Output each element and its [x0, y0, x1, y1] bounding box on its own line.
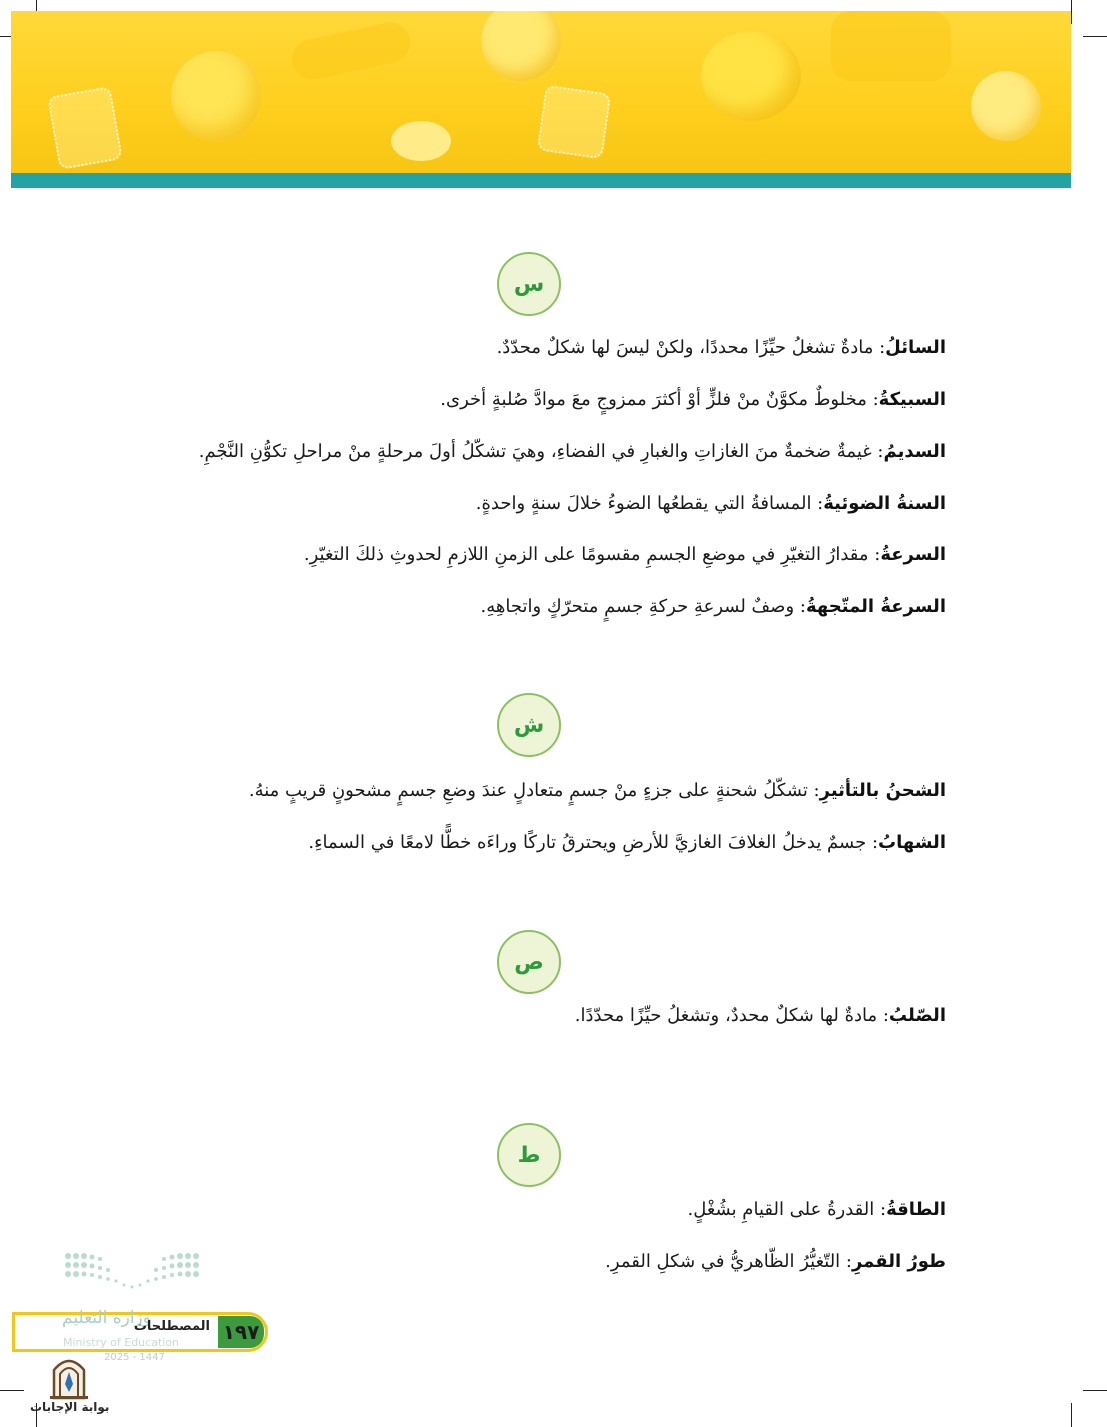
decor-blob: [481, 11, 561, 81]
footer-section-label: المصطلحات: [133, 1319, 210, 1334]
glossary-definition: : مقدارُ التغيّرِ في موضعِ الجسمِ مقسومًا على الزمنِ اللازمِ لحدوثِ ذلكَ التغيّرِ.: [303, 544, 881, 565]
decor-blob: [391, 121, 451, 161]
glossary-term: السائلُ: [885, 337, 946, 358]
ministry-logo-icon: [62, 1250, 202, 1294]
glossary-definition: : مادةٌ تشغلُ حيِّزًا محددًا، ولكنْ ليسَ لها شكلٌ محدّدٌ.: [496, 337, 886, 358]
glossary-definition: : القدرةُ على القيامِ بشُغْلٍ.: [687, 1199, 887, 1220]
decor-blob: [971, 71, 1041, 141]
page-number: [218, 1316, 264, 1348]
glossary-definition: : المسافةُ التي يقطعُها الضوءُ خلالَ سنةٍ واحدةٍ.: [475, 493, 824, 514]
crop-mark: [1071, 0, 1072, 24]
glossary-term: الصّلبُ: [888, 1005, 946, 1026]
section-letter-circle: [497, 252, 561, 316]
glossary-entry: [575, 1002, 946, 1030]
decor-dice: [47, 86, 123, 170]
glossary-term: السرعةُ: [880, 544, 946, 565]
section-letter-circle: [497, 693, 561, 757]
glossary-term: طورُ القمرِ: [851, 1251, 946, 1272]
glossary-definition: : تشكّلُ شحنةٍ على جزءٍ منْ جسمٍ متعادلٍ عندَ وضعِ جسمٍ مشحونٍ قريبٍ منهُ.: [248, 780, 820, 801]
glossary-entry: [481, 593, 947, 621]
ministry-name-en: Ministry of Education: [63, 1336, 180, 1349]
glossary-definition: : التّغيُّرُ الظّاهريُّ في شكلِ القمرِ.: [605, 1251, 852, 1272]
glossary-entry: [440, 386, 946, 414]
section-letter-circle: [497, 1123, 561, 1187]
crop-mark: [1083, 1390, 1107, 1391]
watermark-text: بوابة الإجابات: [30, 1400, 110, 1414]
decor-blob: [831, 11, 951, 81]
decor-blob: [701, 31, 801, 121]
glossary-term: السبيكةُ: [878, 389, 946, 410]
section-letter: ط: [517, 1142, 541, 1168]
glossary-definition: : مادةٌ لها شكلٌ محددٌ، وتشغلُ حيِّزًا محدّدًا.: [574, 1005, 889, 1026]
header-stripe: [11, 173, 1071, 188]
glossary-term: الشهابُ: [878, 832, 946, 853]
page-number-text: ١٩٧: [222, 1320, 260, 1344]
decor-blob: [171, 51, 261, 141]
glossary-entry: [497, 334, 946, 362]
glossary-definition: : مخلوطٌ مكوَّنٌ منْ فلزٍّ أوْ أكثرَ ممزوجٍ معَ موادَّ صُلبةٍ أخرى.: [440, 389, 879, 410]
glossary-entry: [476, 490, 946, 518]
header-banner: [11, 11, 1071, 174]
glossary-entry: [249, 777, 946, 805]
gate-logo-icon: [44, 1350, 94, 1400]
ministry-name-ar: وزارة التعليم: [62, 1308, 151, 1328]
glossary-term: السديمُ: [883, 441, 946, 462]
glossary-entry: [605, 1248, 946, 1276]
glossary-term: السنةُ الضوئيةُ: [823, 493, 946, 514]
decor-blob: [288, 19, 414, 83]
section-letter: ش: [513, 712, 545, 738]
glossary-term: الشحنُ بالتأثيرِ: [819, 780, 946, 801]
crop-mark: [1083, 36, 1107, 37]
section-letter: ص: [514, 949, 544, 975]
glossary-definition: : غيمةٌ ضخمةٌ منَ الغازاتِ والغبارِ في الفضاءِ، وهيَ تشكّلُ أولَ مرحلةٍ منْ مراحلِ تكوُّنِ النَّجْمِ.: [198, 441, 884, 462]
ministry-year: 2025 - 1447: [104, 1352, 165, 1363]
crop-mark: [1071, 1403, 1072, 1427]
glossary-term: السرعةُ المتّجهةُ: [805, 596, 946, 617]
glossary-definition: : وصفٌ لسرعةِ حركةِ جسمٍ متحرّكٍ واتجاهِهِ.: [480, 596, 806, 617]
crop-mark: [0, 1390, 24, 1391]
glossary-entry: [199, 438, 946, 466]
glossary-entry: [304, 541, 946, 569]
glossary-term: الطاقةُ: [886, 1199, 946, 1220]
glossary-definition: : جسمٌ يدخلُ الغلافَ الغازيَّ للأرضِ ويحترقُ تاركًا وراءَه خطًّا لامعًا في السماءِ.: [308, 832, 879, 853]
glossary-entry: [687, 1196, 946, 1224]
section-letter-circle: [497, 930, 561, 994]
glossary-entry: [308, 829, 946, 857]
section-letter: س: [513, 271, 545, 297]
decor-dice: [537, 85, 612, 160]
